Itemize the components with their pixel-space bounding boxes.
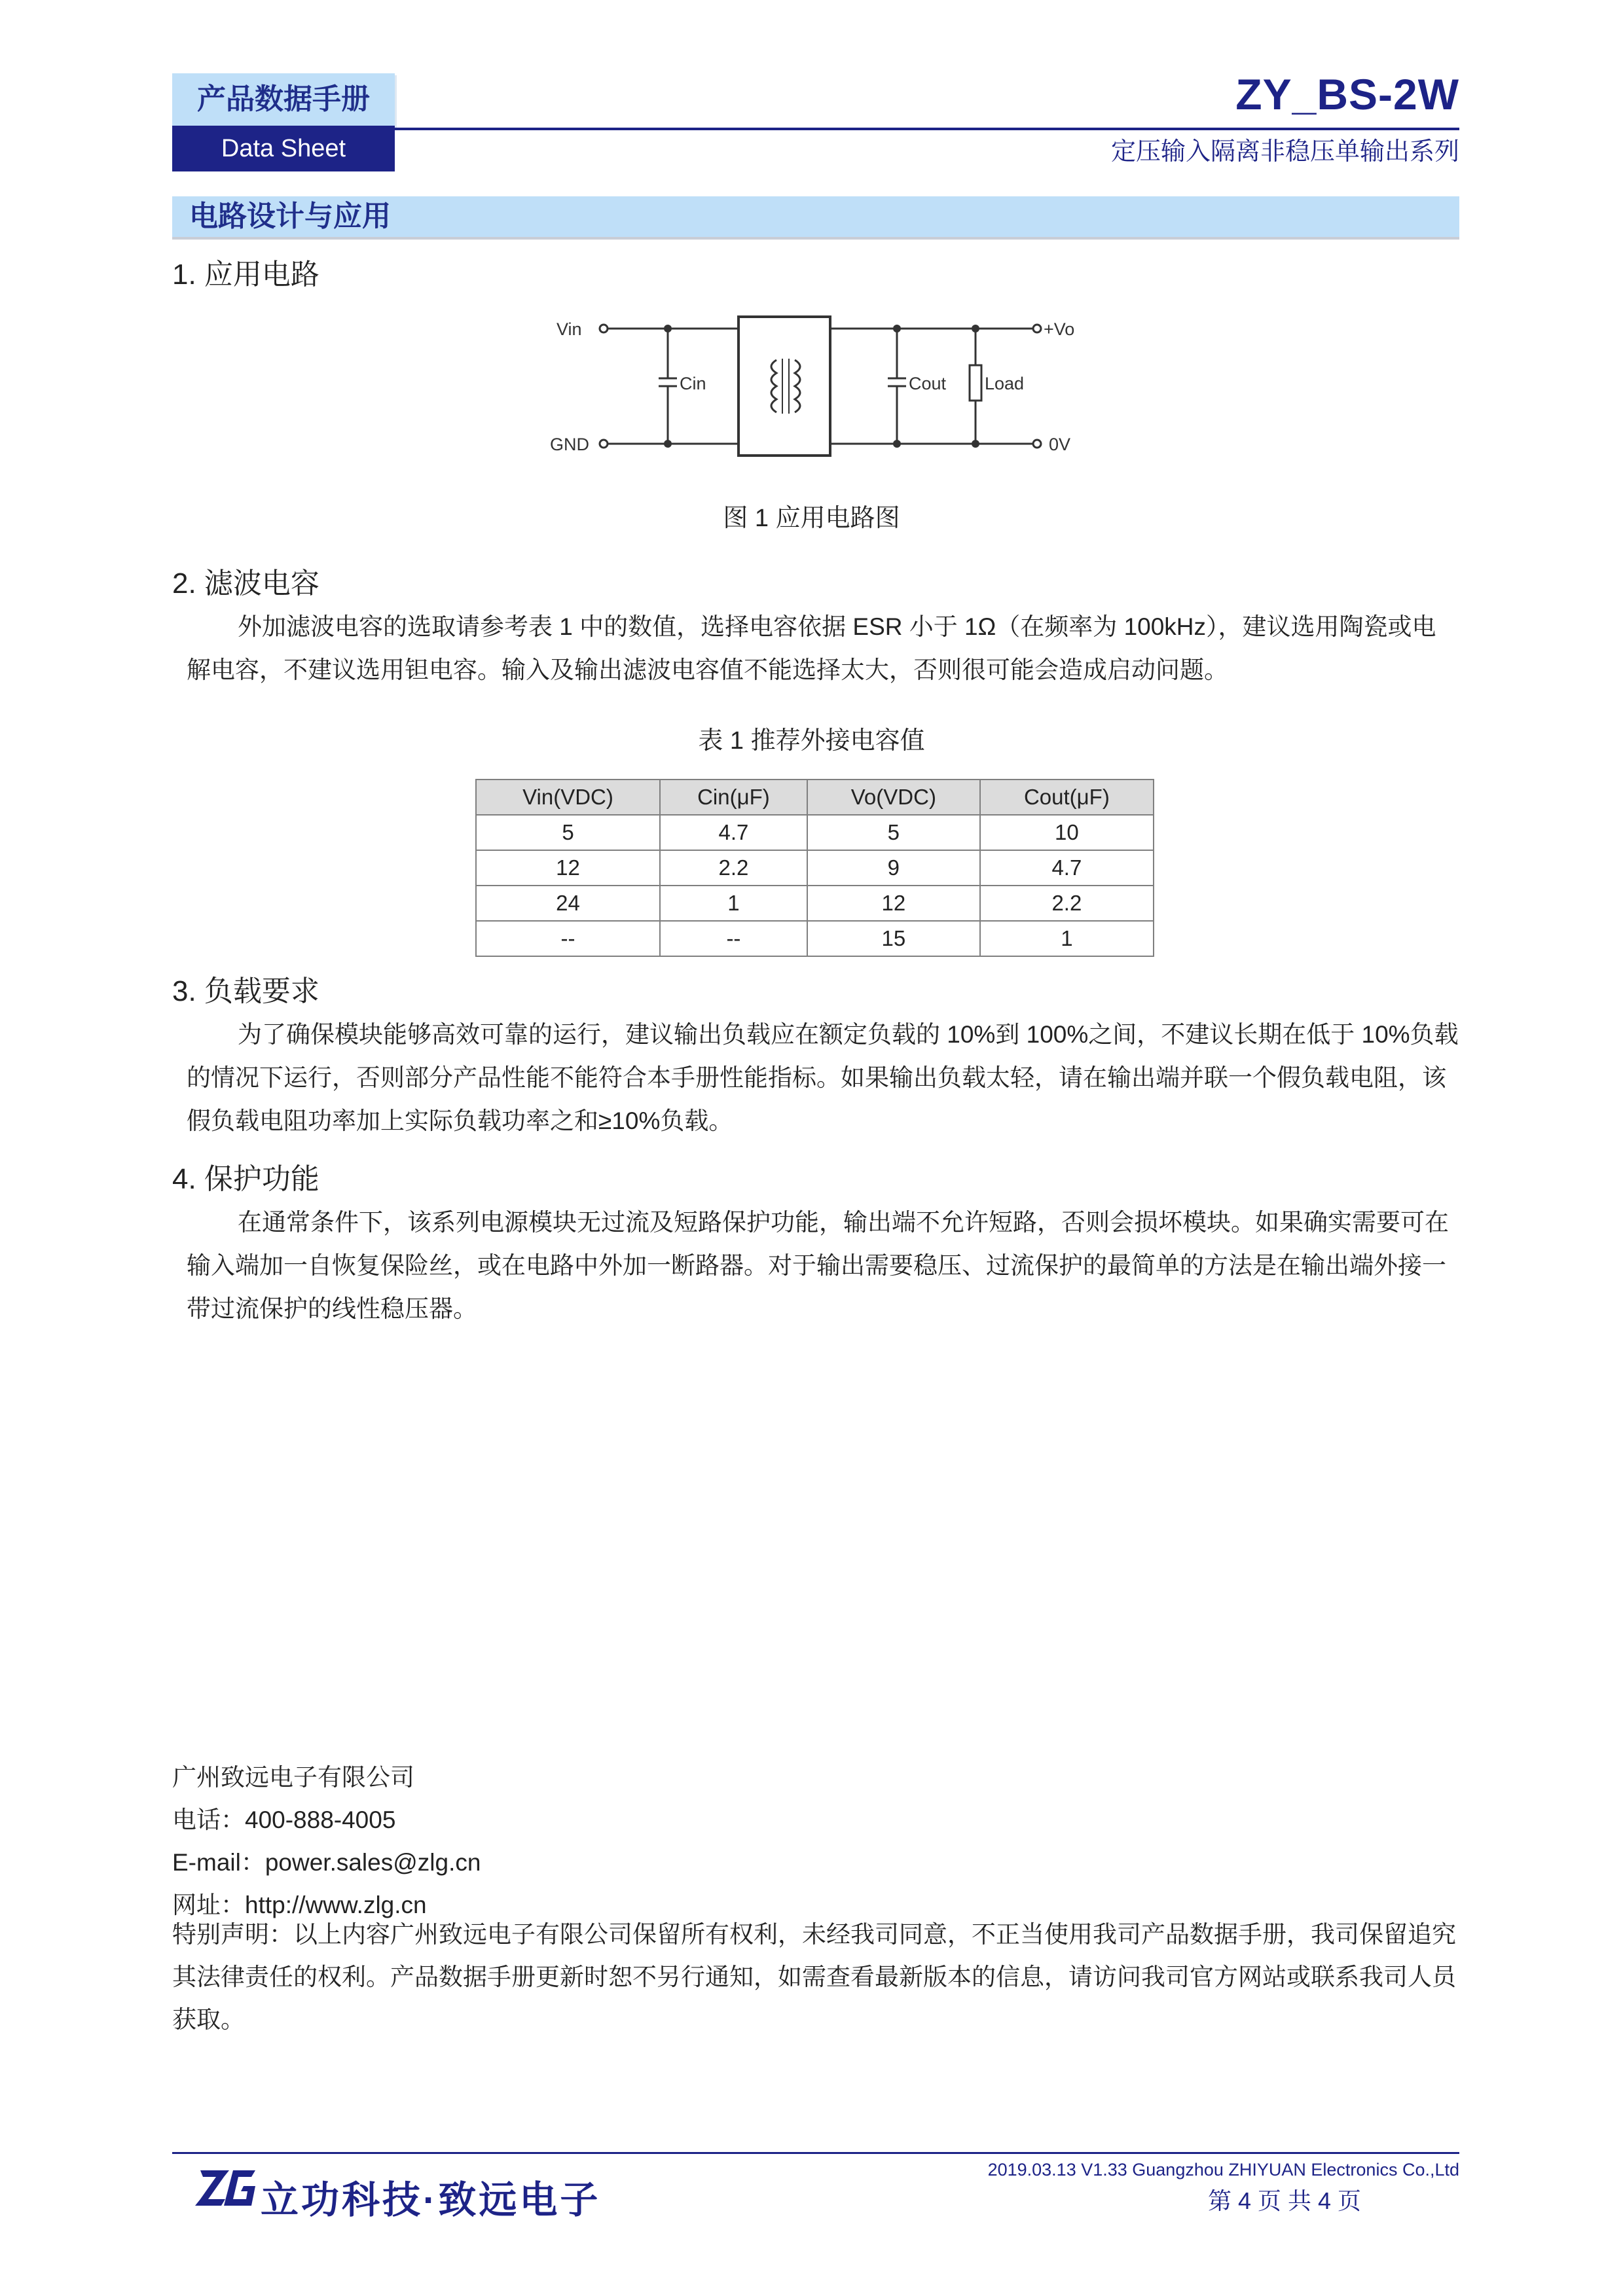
table-cell: 5 <box>807 815 980 850</box>
gnd-terminal <box>600 440 608 448</box>
section-title: 电路设计与应用 <box>172 196 1459 240</box>
load-paragraph: 为了确保模块能够高效可靠的运行，建议输出负载应在额定负载的 10%到 100%之间，不建议长期在低于 10%负载的情况下运行，否则部分产品性能不能符合本手册性能指标。如果输出负载太轻，请在输出端并联一个假负载电阻，该假负载电阻功率加上实际负载功率之和≥10%负载。 <box>187 1021 1459 1134</box>
footer-meta: 2019.03.13 V1.33 Guangzhou ZHIYUAN Electronics Co.,Ltd <box>987 2160 1459 2179</box>
table-cell: 4.7 <box>980 850 1154 886</box>
vo-label: +Vo <box>1044 319 1075 339</box>
company-name: 广州致远电子有限公司 <box>172 1764 414 1791</box>
table-cell: -- <box>476 921 660 956</box>
col-header-vin: Vin(VDC) <box>476 780 660 815</box>
table-cell: 2.2 <box>980 886 1154 921</box>
model-title: ZY_BS-2W <box>1235 70 1459 118</box>
table-header-row <box>476 780 1154 815</box>
table-cell: 2.2 <box>660 850 807 886</box>
company-website: 网址：http://www.zlg.cn <box>172 1892 427 1918</box>
company-email: E-mail：power.sales@zlg.cn <box>172 1849 481 1876</box>
zero-v-terminal <box>1033 440 1041 448</box>
col-header-vo: Vo(VDC) <box>807 780 980 815</box>
table-cell: -- <box>660 921 807 956</box>
heading-application-circuit: 1. 应用电路 <box>172 259 319 291</box>
table-cell: 24 <box>476 886 660 921</box>
footer-rule <box>172 2152 1459 2154</box>
table-cell: 5 <box>476 815 660 850</box>
series-subtitle: 定压输入隔离非稳压单输出系列 <box>1110 138 1459 166</box>
figure-caption: 图 1 应用电路图 <box>723 505 900 532</box>
table-cell: 12 <box>807 886 980 921</box>
col-header-cout: Cout(μF) <box>980 780 1154 815</box>
table-row <box>476 815 1154 850</box>
zero-v-label: 0V <box>1049 435 1071 454</box>
table-cell: 10 <box>980 815 1154 850</box>
cin-label: Cin <box>680 374 706 393</box>
table-row <box>476 921 1154 956</box>
capacitor-table <box>475 779 1154 957</box>
vin-terminal <box>600 325 608 332</box>
zlg-logo-icon <box>195 2165 261 2211</box>
gnd-label: GND <box>550 435 589 454</box>
heading-filter-capacitor: 2. 滤波电容 <box>172 567 319 600</box>
table-cell: 1 <box>660 886 807 921</box>
filter-paragraph: 外加滤波电容的选取请参考表 1 中的数值，选择电容依据 ESR 小于 1Ω（在频率为 100kHz），建议选用陶瓷或电解电容，不建议选用钽电容。输入及输出滤波电容值不能选择太大，否则很可能会造成启动问题。 <box>187 613 1436 683</box>
load-label: Load <box>985 374 1025 393</box>
table-cell: 9 <box>807 850 980 886</box>
company-disclaimer: 特别声明：以上内容广州致远电子有限公司保留所有权利，未经我司同意，不正当使用我司产品数据手册，我司保留追究其法律责任的权利。产品数据手册更新时恕不另行通知，如需查看最新版本的信息，请访问我司官方网站或联系我司人员获取。 <box>172 1921 1456 2033</box>
table-row <box>476 886 1154 921</box>
table-cell: 15 <box>807 921 980 956</box>
page-number: 第 4 页 共 4 页 <box>1207 2187 1361 2214</box>
table-cell: 1 <box>980 921 1154 956</box>
heading-load-requirement: 3. 负载要求 <box>172 975 319 1007</box>
table-row <box>476 850 1154 886</box>
vo-terminal <box>1033 325 1041 332</box>
vin-label: Vin <box>556 319 582 339</box>
col-header-cin: Cin(μF) <box>660 780 807 815</box>
company-phone: 电话：400-888-4005 <box>172 1806 396 1833</box>
cout-label: Cout <box>909 374 947 393</box>
table-cell: 12 <box>476 850 660 886</box>
footer-brand: 立功科技·致远电子 <box>261 2179 601 2221</box>
protection-paragraph: 在通常条件下，该系列电源模块无过流及短路保护功能，输出端不允许短路，否则会损坏模块。如果确实需要可在输入端加一自恢复保险丝，或在电路中外加一断路器。对于输出需要稳压、过流保护的最简单的方法是在输出端外接一带过流保护的线性稳压器。 <box>187 1209 1449 1322</box>
doc-type-cn: 产品数据手册 <box>172 73 395 126</box>
doc-type-en: Data Sheet <box>172 126 395 171</box>
table-cell: 4.7 <box>660 815 807 850</box>
application-circuit-diagram <box>543 308 1106 465</box>
heading-protection: 4. 保护功能 <box>172 1163 319 1195</box>
table-caption: 表 1 推荐外接电容值 <box>698 727 925 755</box>
